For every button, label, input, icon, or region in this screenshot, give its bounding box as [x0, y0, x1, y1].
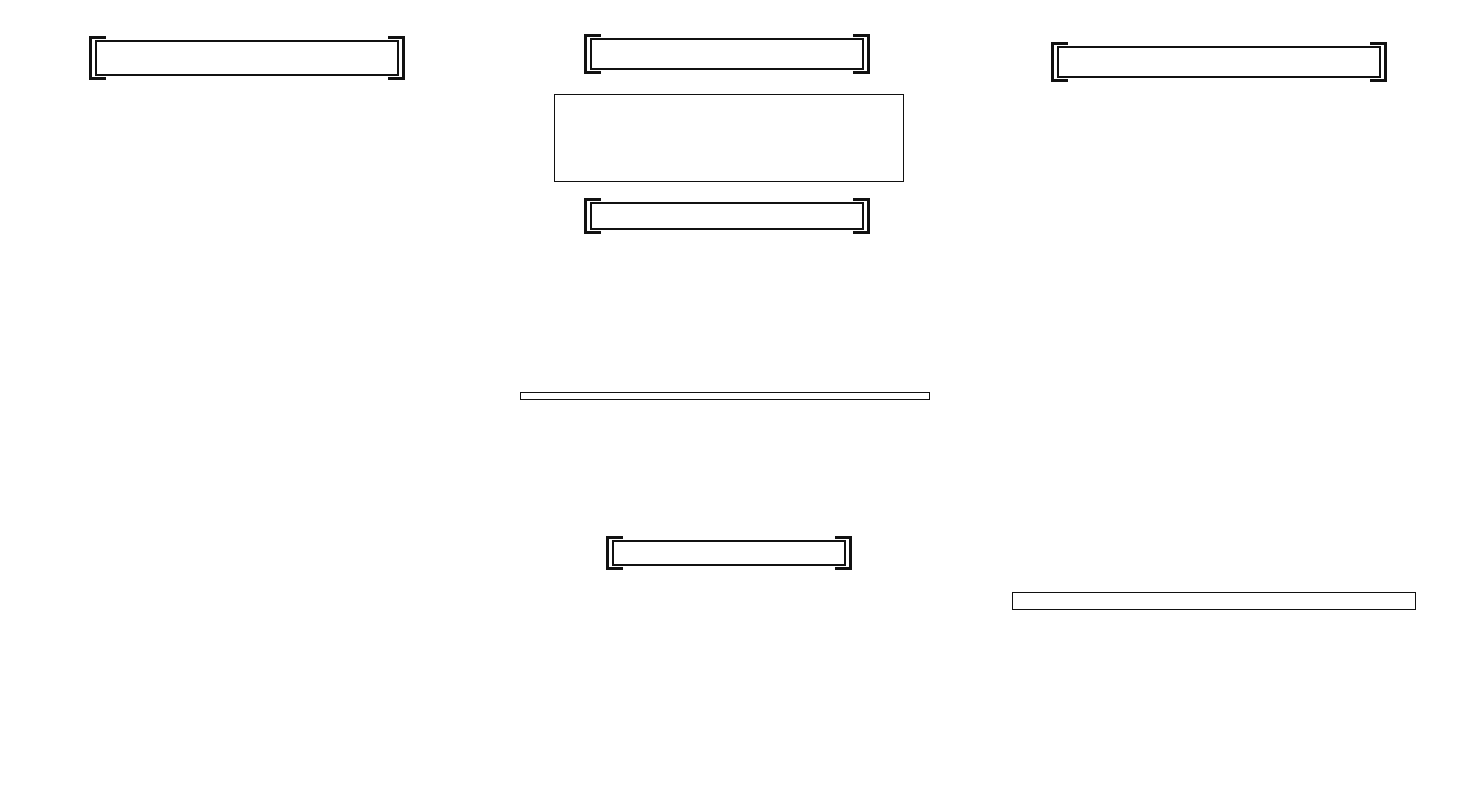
district-worship-box — [554, 94, 904, 182]
sunday-worship-title — [95, 40, 399, 76]
district-worship-title — [590, 38, 864, 70]
worship-committee-table — [520, 392, 930, 400]
wednesday-prayer-title — [590, 202, 864, 230]
news-title — [1057, 46, 1381, 78]
cleaning-box — [1012, 592, 1416, 610]
schedule-title — [612, 540, 846, 566]
committee-title — [521, 393, 930, 400]
